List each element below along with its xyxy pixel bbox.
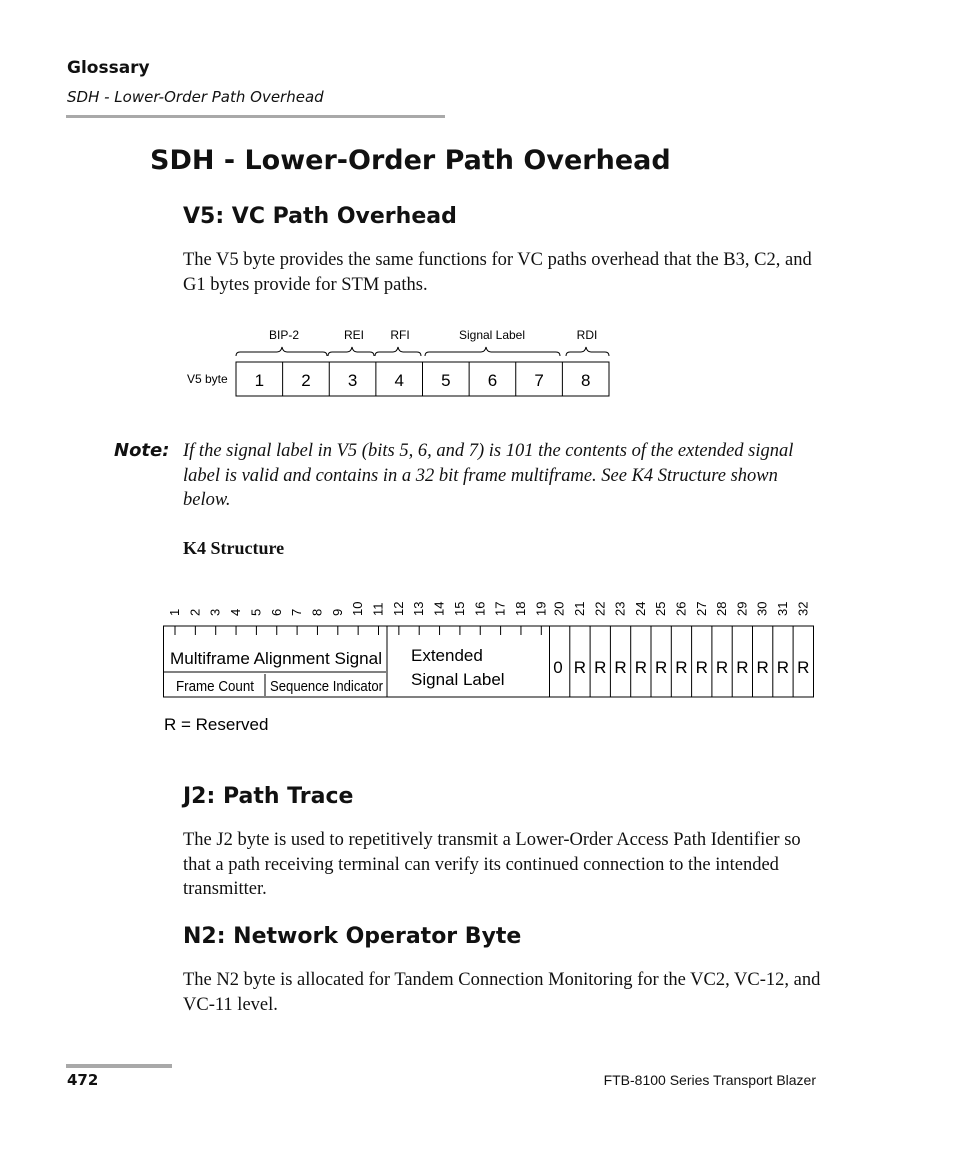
v5-bit-3: 3 bbox=[347, 371, 358, 390]
k4-bit-number-12: 12 bbox=[390, 601, 406, 616]
k4-reserved-bit: R bbox=[594, 658, 607, 677]
k4-bit20-value: 0 bbox=[553, 658, 563, 677]
k4-bit-number-1: 1 bbox=[167, 608, 182, 616]
v5-heading: V5: VC Path Overhead bbox=[183, 204, 457, 229]
note-text: If the signal label in V5 (bits 5, 6, and 7) is 101 the contents of the extended signal label is valid and contains in a 32 bit frame multiframe. See K4 Structure shown below. bbox=[183, 441, 794, 510]
k4-reserved-bit: R bbox=[736, 658, 749, 677]
v5-group-label-rdi: RDI bbox=[576, 328, 598, 342]
k4-bit-number-15: 15 bbox=[451, 601, 467, 616]
k4-bit-number-24: 24 bbox=[632, 601, 648, 616]
k4-bit-number-6: 6 bbox=[268, 608, 284, 616]
page-number: 472 bbox=[67, 1071, 99, 1089]
k4-sequence-indicator-label: Sequence Indicator bbox=[270, 678, 383, 695]
v5-group-braces bbox=[236, 347, 609, 356]
k4-bit-number-18: 18 bbox=[512, 601, 528, 616]
j2-heading: J2: Path Trace bbox=[183, 784, 354, 809]
running-header-title: Glossary bbox=[67, 58, 150, 78]
v5-group-label-rei: REI bbox=[343, 328, 365, 342]
v5-group-label-signal-label: Signal Label bbox=[458, 328, 526, 342]
k4-reserved-bit: R bbox=[675, 658, 688, 677]
k4-caption: K4 Structure bbox=[183, 538, 285, 558]
v5-group-label-rfi: RFI bbox=[390, 328, 410, 342]
k4-bit-number-22: 22 bbox=[592, 601, 608, 616]
k4-bit-number-7: 7 bbox=[289, 608, 305, 616]
n2-paragraph: The N2 byte is allocated for Tandem Connection Monitoring for the VC2, VC-12, and VC-11 level. bbox=[183, 970, 821, 1015]
k4-bit-number-26: 26 bbox=[673, 601, 689, 616]
k4-bit-number-13: 13 bbox=[411, 601, 427, 616]
k4-bit-number-20: 20 bbox=[551, 601, 567, 616]
k4-reserved-bit: R bbox=[776, 658, 790, 677]
k4-bit-number-21: 21 bbox=[571, 601, 587, 616]
v5-group-label-bip2: BIP-2 bbox=[268, 328, 300, 342]
k4-reserved-bit: R bbox=[797, 658, 810, 677]
k4-bit-number-23: 23 bbox=[612, 601, 628, 616]
k4-bit-number-8: 8 bbox=[309, 608, 325, 616]
v5-bit-6: 6 bbox=[487, 371, 498, 390]
page-title: SDH - Lower-Order Path Overhead bbox=[150, 145, 671, 176]
k4-bit-number-19: 19 bbox=[533, 601, 549, 616]
header-rule bbox=[66, 115, 445, 118]
k4-bit-number-29: 29 bbox=[734, 601, 750, 616]
k4-bit-numbers bbox=[167, 602, 810, 616]
k4-bit-number-17: 17 bbox=[492, 601, 508, 616]
k4-bit-number-11: 11 bbox=[370, 602, 386, 616]
k4-bit-number-14: 14 bbox=[431, 601, 447, 616]
running-header-subtitle: SDH - Lower-Order Path Overhead bbox=[67, 88, 324, 106]
k4-bit-number-27: 27 bbox=[693, 601, 709, 616]
n2-heading: N2: Network Operator Byte bbox=[183, 924, 522, 949]
j2-paragraph: The J2 byte is used to repetitively transmit a Lower-Order Access Path Identifier so that a path receiving terminal can verify its continued connection to the intended transmitter. bbox=[183, 830, 801, 899]
k4-structure-diagram bbox=[160, 590, 820, 740]
v5-bit-4: 4 bbox=[394, 371, 404, 390]
k4-bit-number-32: 32 bbox=[795, 601, 811, 616]
footer-product-name: FTB-8100 Series Transport Blazer bbox=[603, 1072, 816, 1088]
k4-legend: R = Reserved bbox=[164, 715, 269, 734]
k4-bit-number-16: 16 bbox=[472, 601, 488, 616]
k4-reserved-bit: R bbox=[655, 658, 668, 677]
k4-bit-number-25: 25 bbox=[653, 601, 669, 616]
k4-reserved-bit: R bbox=[756, 658, 769, 677]
k4-bit-ticks bbox=[175, 626, 541, 635]
v5-bit-7: 7 bbox=[534, 371, 544, 390]
v5-row-label: V5 byte bbox=[187, 372, 228, 386]
k4-bit-number-30: 30 bbox=[754, 601, 770, 616]
k4-bit-number-28: 28 bbox=[714, 601, 730, 616]
k4-bit-number-4: 4 bbox=[228, 608, 244, 616]
note-label: Note: bbox=[114, 440, 170, 461]
k4-reserved-bit: R bbox=[715, 658, 729, 677]
k4-frame-count-label: Frame Count bbox=[176, 678, 255, 695]
v5-byte-diagram bbox=[185, 322, 615, 402]
k4-bit-number-3: 3 bbox=[207, 608, 223, 616]
v5-bit-5: 5 bbox=[441, 371, 451, 390]
k4-extended-label-line1: Extended bbox=[411, 646, 483, 665]
footer-rule bbox=[66, 1064, 172, 1068]
v5-paragraph: The V5 byte provides the same functions for VC paths overhead that the B3, C2, and G1 bytes provide for STM paths. bbox=[183, 250, 812, 295]
v5-bit-1: 1 bbox=[254, 371, 265, 390]
k4-reserved-bit: R bbox=[573, 658, 587, 677]
k4-bit-number-5: 5 bbox=[248, 608, 264, 616]
k4-bit-number-2: 2 bbox=[187, 608, 203, 616]
k4-mfas-label: Multiframe Alignment Signal bbox=[170, 649, 382, 668]
k4-reserved-bit: R bbox=[614, 658, 627, 677]
k4-bit-number-10: 10 bbox=[350, 601, 366, 616]
v5-bit-2: 2 bbox=[301, 371, 311, 390]
k4-bit-number-9: 9 bbox=[329, 608, 345, 616]
k4-extended-label-line2: Signal Label bbox=[411, 670, 505, 689]
k4-reserved-bit: R bbox=[695, 658, 708, 677]
k4-bit-number-31: 31 bbox=[774, 601, 790, 616]
k4-reserved-bit: R bbox=[634, 658, 647, 677]
v5-bit-8: 8 bbox=[580, 371, 591, 390]
